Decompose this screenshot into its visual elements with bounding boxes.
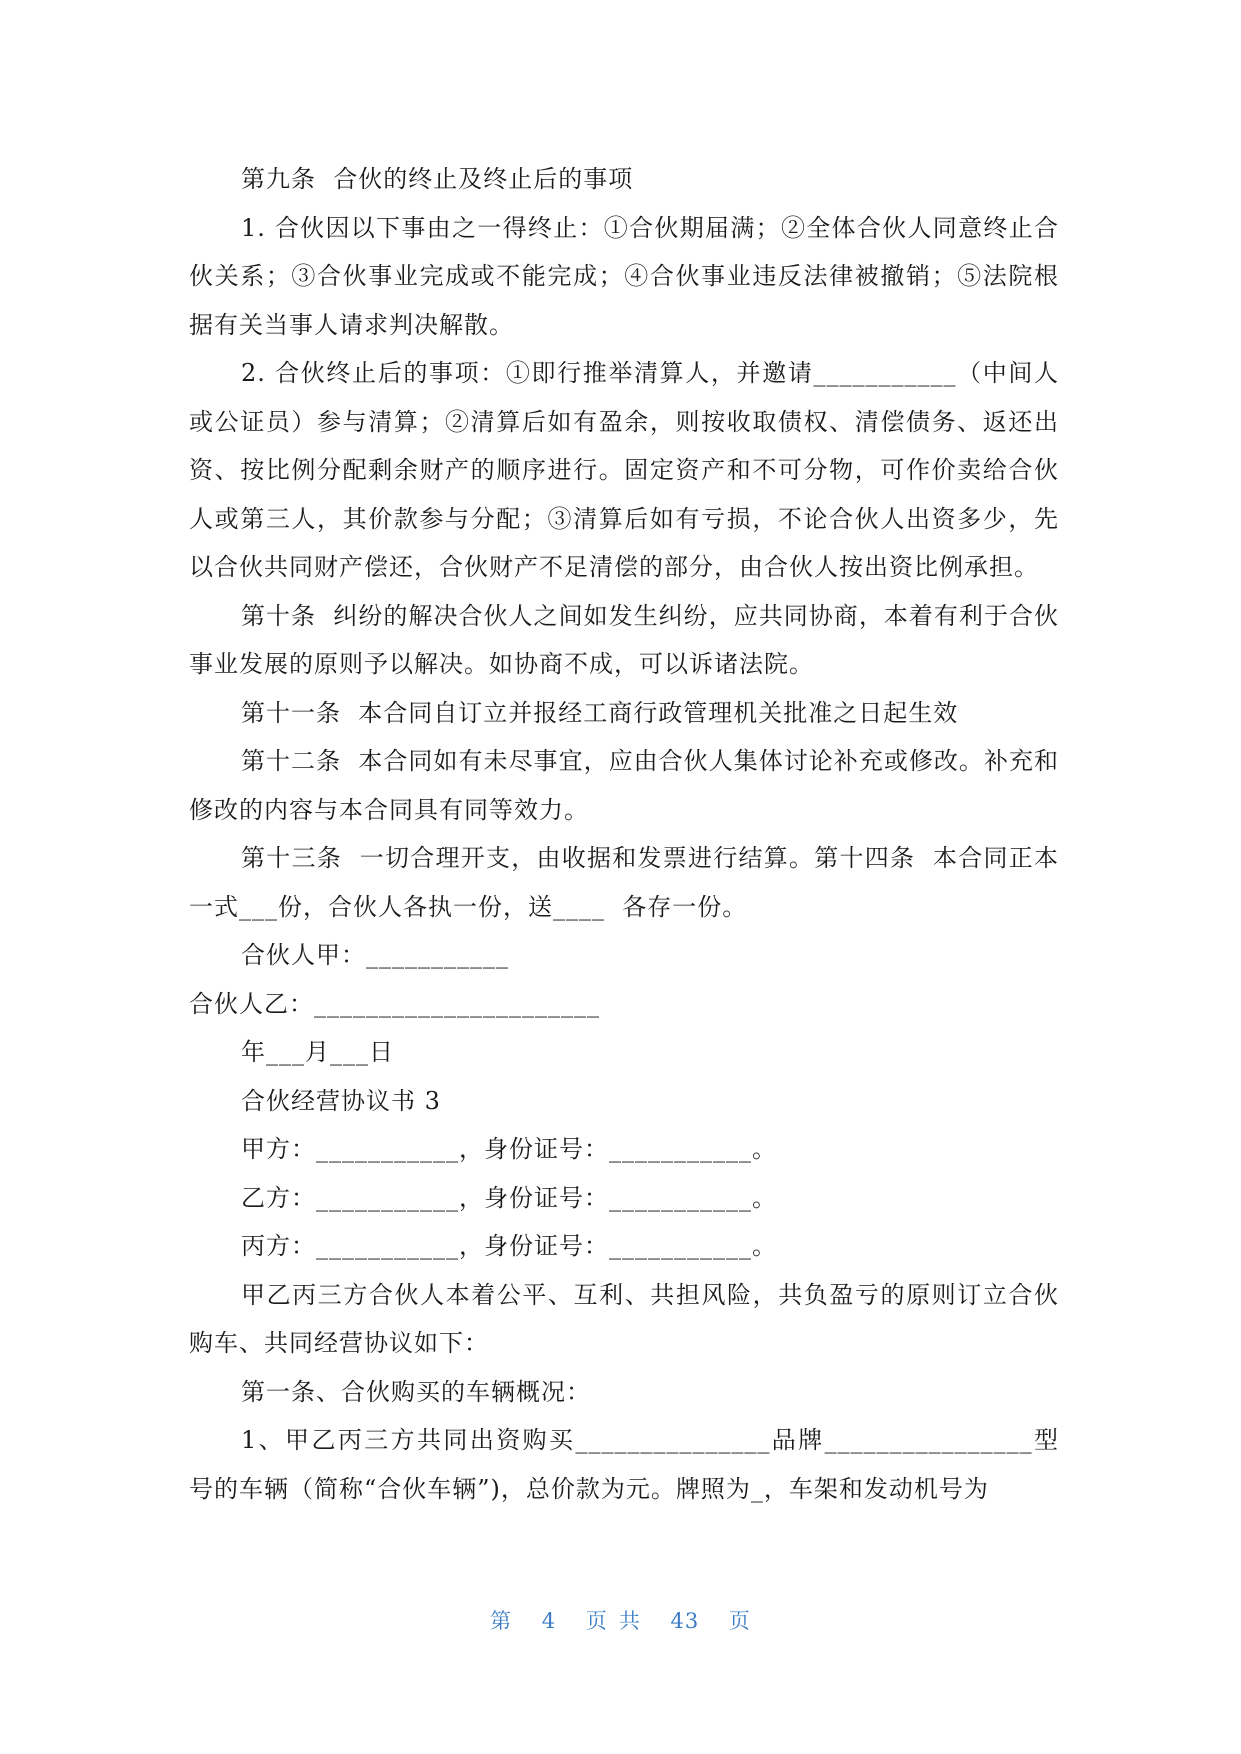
paragraph-post-termination: 2. 合伙终止后的事项：①即行推举清算人，并邀请___________（中间人或公证员）参与清算；②清算后如有盈余，则按收取债权、清偿债务、返还出资、按比例分配剩余财产的顺序进行。固定资产和不可分物，可作价卖给合伙人或第三人，其价款参与分配；③清算后如有亏损，不论合伙人出资多少，先以合伙共同财产偿还，合伙财产不足清偿的部分，由合伙人按出资比例承担。 (189, 359, 1059, 581)
paragraph-article-12: 第十二条 本合同如有未尽事宜，应由合伙人集体讨论补充或修改。补充和修改的内容与本合同具有同等效力。 (189, 747, 1059, 824)
signature-partner-a: 合伙人甲：___________ (241, 941, 509, 969)
paragraph-article-1-title: 第一条、合伙购买的车辆概况： (241, 1377, 591, 1406)
paragraph-article-11: 第十一条 本合同自订立并报经工商行政管理机关批准之日起生效 (241, 698, 959, 727)
paragraph-preamble: 甲乙丙三方合伙人本着公平、互利、共担风险，共负盈亏的原则订立合伙购车、共同经营协议如下： (189, 1280, 1059, 1357)
party-a-line: 甲方：___________，身份证号：___________。 (241, 1135, 777, 1163)
signature-partner-b: 合伙人乙：______________________ (189, 989, 600, 1018)
page-footer (0, 1605, 1241, 1635)
paragraph-article-1-item-1: 1、甲乙丙三方共同出资购买_______________品牌________________型号的车辆（简称“合伙车辆”)，总价款为元。牌照为_，车架和发动机号为 (189, 1426, 1059, 1503)
paragraph-termination-causes: 1. 合伙因以下事由之一得终止：①合伙期届满；②全体合伙人同意终止合伙关系；③合伙事业完成或不能完成；④合伙事业违反法律被撤销；⑤法院根据有关当事人请求判决解散。 (189, 213, 1059, 339)
document-body (189, 155, 1059, 1513)
agreement-3-title: 合伙经营协议书 3 (241, 1086, 441, 1115)
footer-word-di: 第 (490, 1609, 513, 1633)
paragraph-article-9-title: 第九条 合伙的终止及终止后的事项 (241, 165, 634, 193)
signature-date: 年___月___日 (241, 1038, 394, 1066)
party-c-line: 丙方：___________，身份证号：___________。 (241, 1232, 777, 1260)
paragraph-article-10: 第十条 纠纷的解决合伙人之间如发生纠纷，应共同协商，本着有利于合伙事业发展的原则予以解决。如协商不成，可以诉诸法院。 (189, 601, 1059, 678)
footer-page-number: 4 (541, 1609, 557, 1633)
party-b-line: 乙方：___________，身份证号：___________。 (241, 1183, 777, 1212)
paragraph-article-13-14: 第十三条 一切合理开支，由收据和发票进行结算。第十四条 本合同正本一式___份，合伙人各执一份，送____ 各存一份。 (189, 844, 1059, 921)
footer-word-gong: 共 (618, 1609, 641, 1633)
footer-word-ye-2: 页 (728, 1609, 751, 1633)
footer-word-ye: 页 (585, 1609, 608, 1633)
footer-total-pages: 43 (670, 1609, 700, 1633)
